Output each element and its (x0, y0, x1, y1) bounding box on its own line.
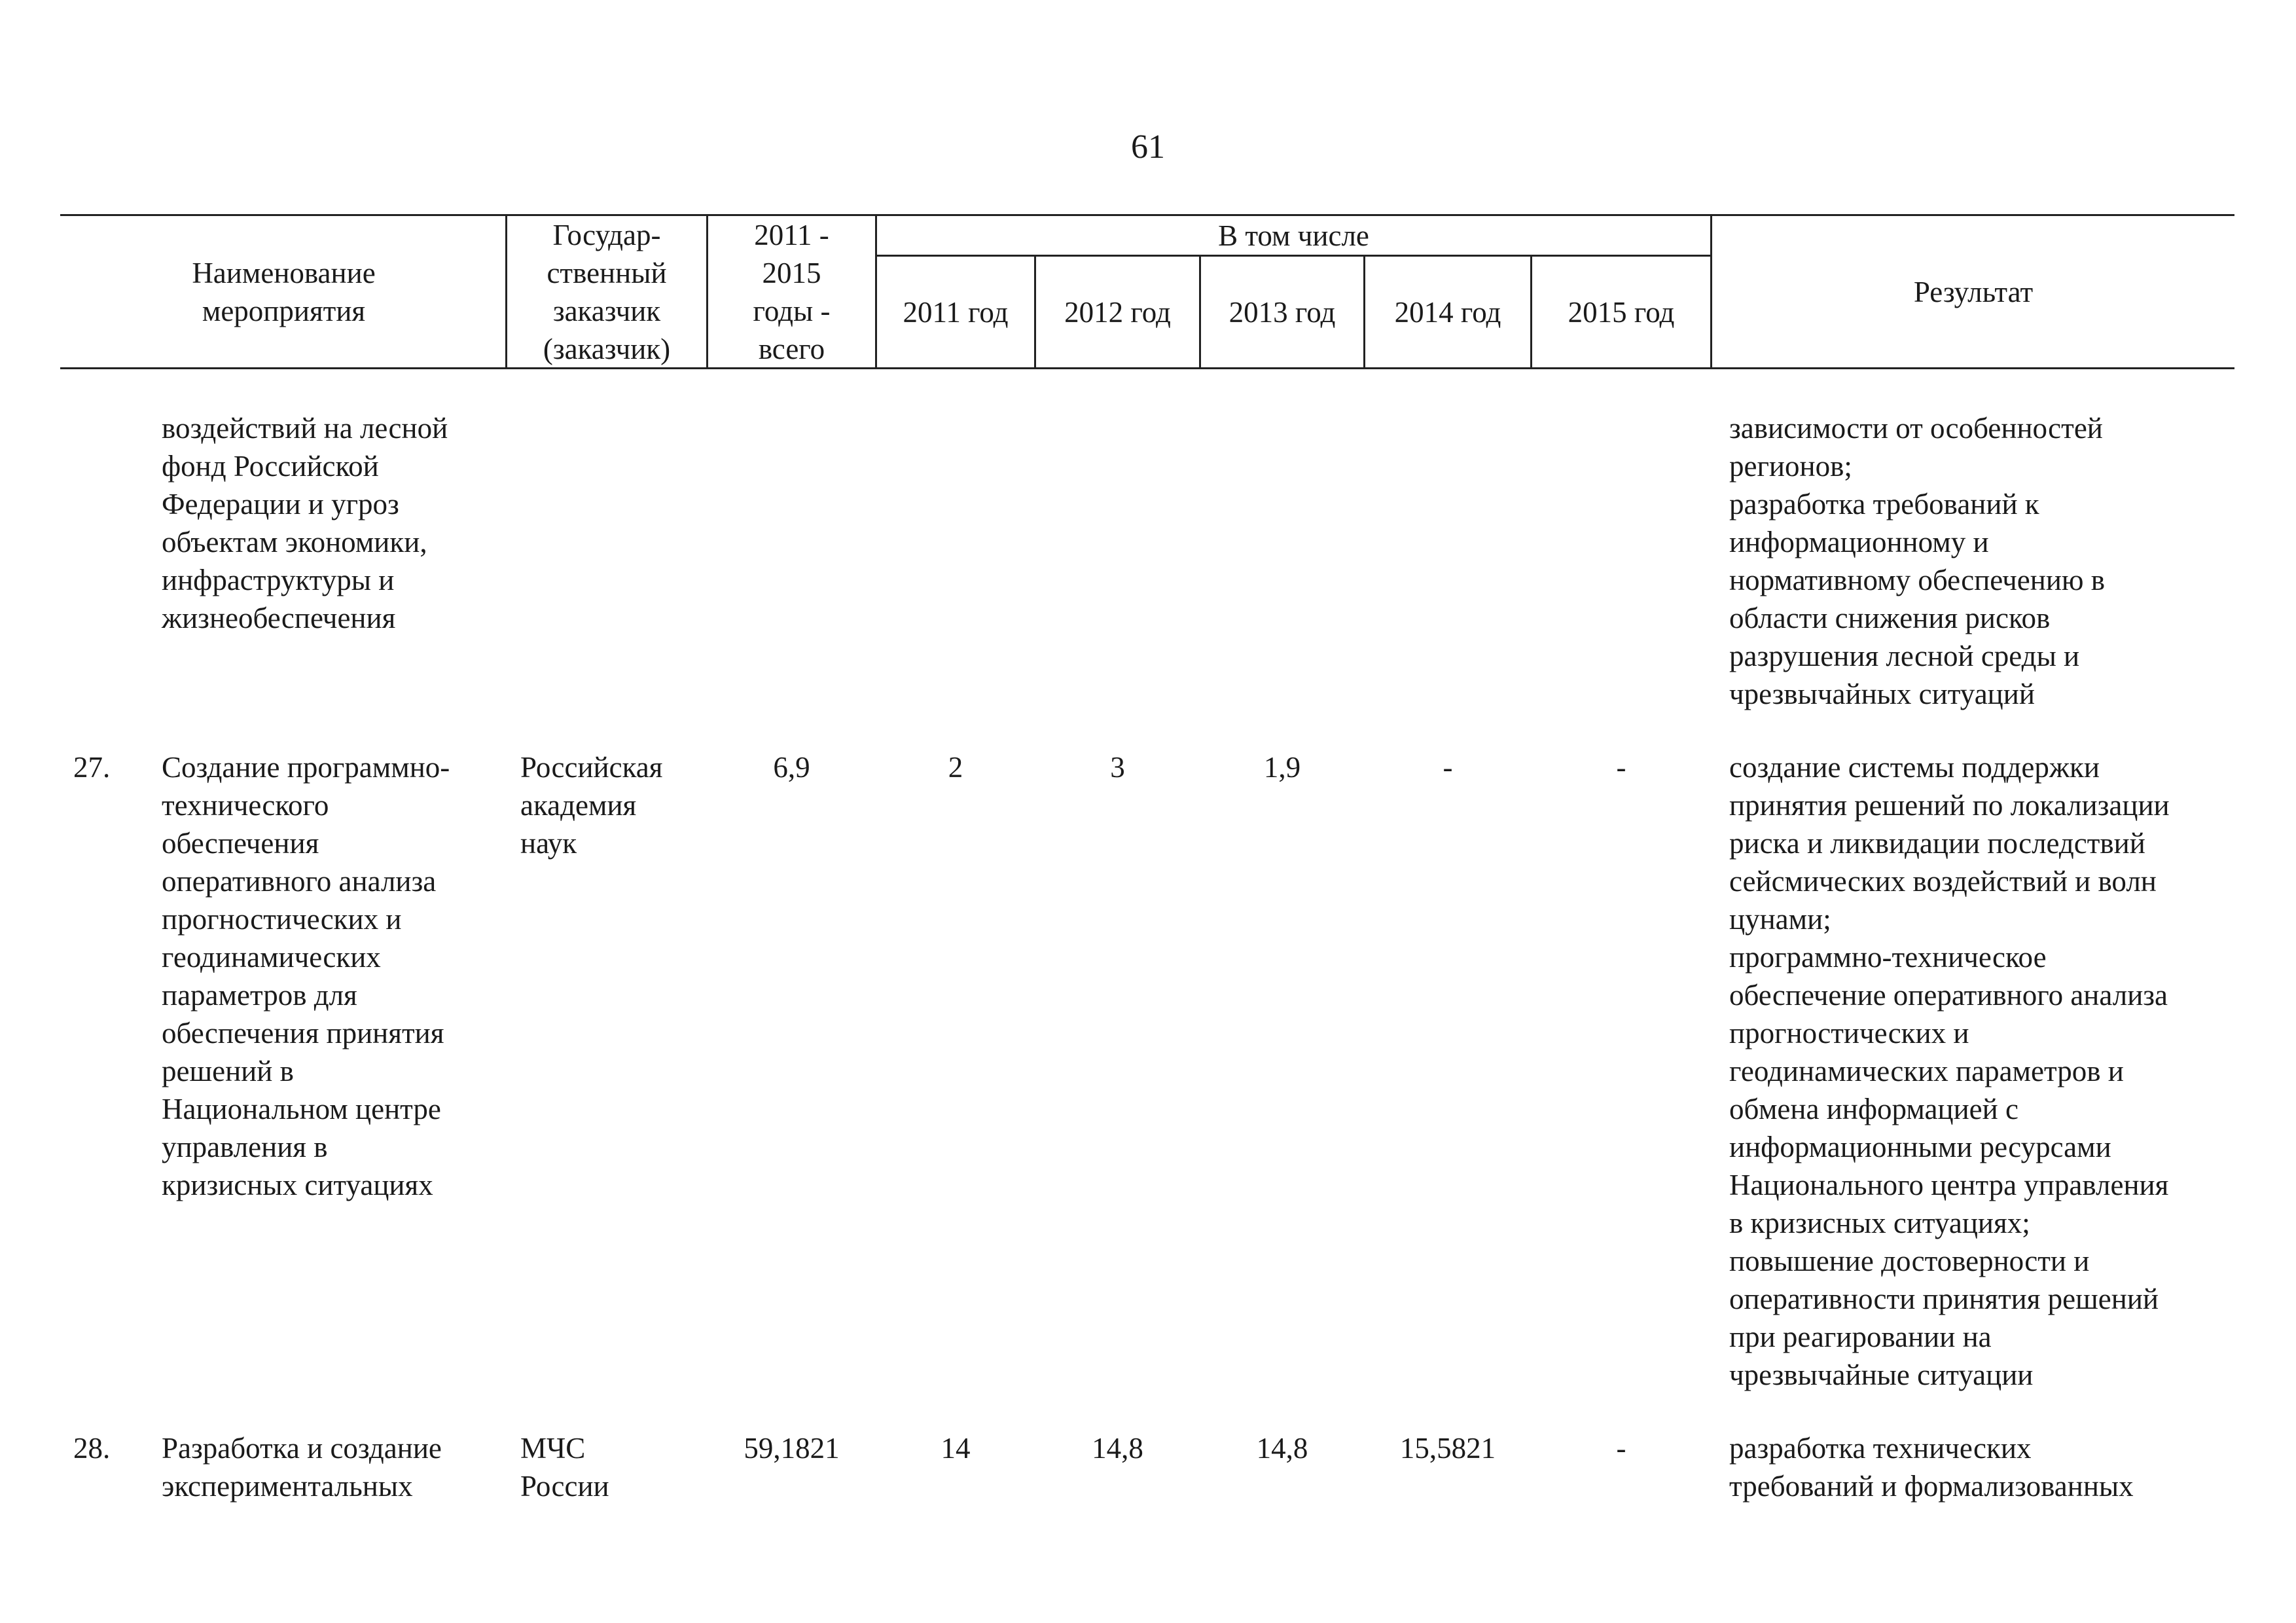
header-year-2011: 2011 год (903, 295, 1009, 329)
row-28-total: 59,1821 (744, 1432, 840, 1465)
header-year-2012: 2012 год (1064, 295, 1171, 329)
row-27-customer: Российская академия наук (520, 751, 663, 860)
row-27-2015: - (1616, 751, 1626, 784)
header-name: Наименование мероприятия (192, 256, 376, 327)
row-28-name: Разработка и создание экспериментальных (162, 1432, 442, 1503)
row-28-2012: 14,8 (1092, 1432, 1143, 1465)
continuation-name: воздействий на лесной фонд Российской Федерации и угроз объектам экономики, инфраструктуры и жизнеобеспечения (162, 412, 448, 634)
header-result: Результат (1913, 275, 2034, 308)
header-total: 2011 - 2015 годы - всего (753, 218, 831, 365)
continuation-result: зависимости от особенностей регионов; разработка требований к информационному и нормативному обеспечению в области снижения рисков разрушения лесной среды и чрезвычайных ситуаций (1729, 412, 2106, 710)
row-28-2013: 14,8 (1256, 1432, 1308, 1465)
page-number: 61 (1131, 128, 1165, 166)
row-28-2011: 14 (941, 1432, 971, 1465)
row-28-result: разработка технических требований и формализованных (1729, 1432, 2134, 1503)
header-year-2015: 2015 год (1568, 295, 1675, 329)
row-27-name: Создание программно- технического обеспечения оперативного анализа прогностических и геодинамических параметров для обеспечения принятия решений в Национальном центре управления в кризисных ситуациях (162, 751, 450, 1201)
row-27-2013: 1,9 (1263, 751, 1301, 784)
row-27-2012: 3 (1110, 751, 1125, 784)
header-bottom-rule (60, 367, 2234, 369)
row-28-customer: МЧС России (520, 1432, 609, 1503)
row-28-2014: 15,5821 (1399, 1432, 1496, 1465)
row-27-2014: - (1443, 751, 1453, 784)
header-year-2013: 2013 год (1229, 295, 1336, 329)
row-27-total: 6,9 (773, 751, 810, 784)
row-28-number: 28. (73, 1432, 111, 1465)
row-27-2011: 2 (948, 751, 963, 784)
header-customer: Государ- ственный заказчик (заказчик) (543, 218, 671, 365)
row-27-result: создание системы поддержки принятия решений по локализации риска и ликвидации последствий сейсмических воздействий и волн цунами; программно-техническое обеспечение оперативного анализа прогностических и геодинамических параметров и обмена информацией с информационными ресурсами Национального центра управления в кризисных ситуациях; повышение достоверности и оперативности принятия решений при реагировании на чрезвычайные ситуации (1729, 751, 2170, 1391)
row-28-2015: - (1616, 1432, 1626, 1465)
header-year-2014: 2014 год (1394, 295, 1501, 329)
row-27-number: 27. (73, 751, 111, 784)
header-including: В том числе (1218, 219, 1369, 252)
